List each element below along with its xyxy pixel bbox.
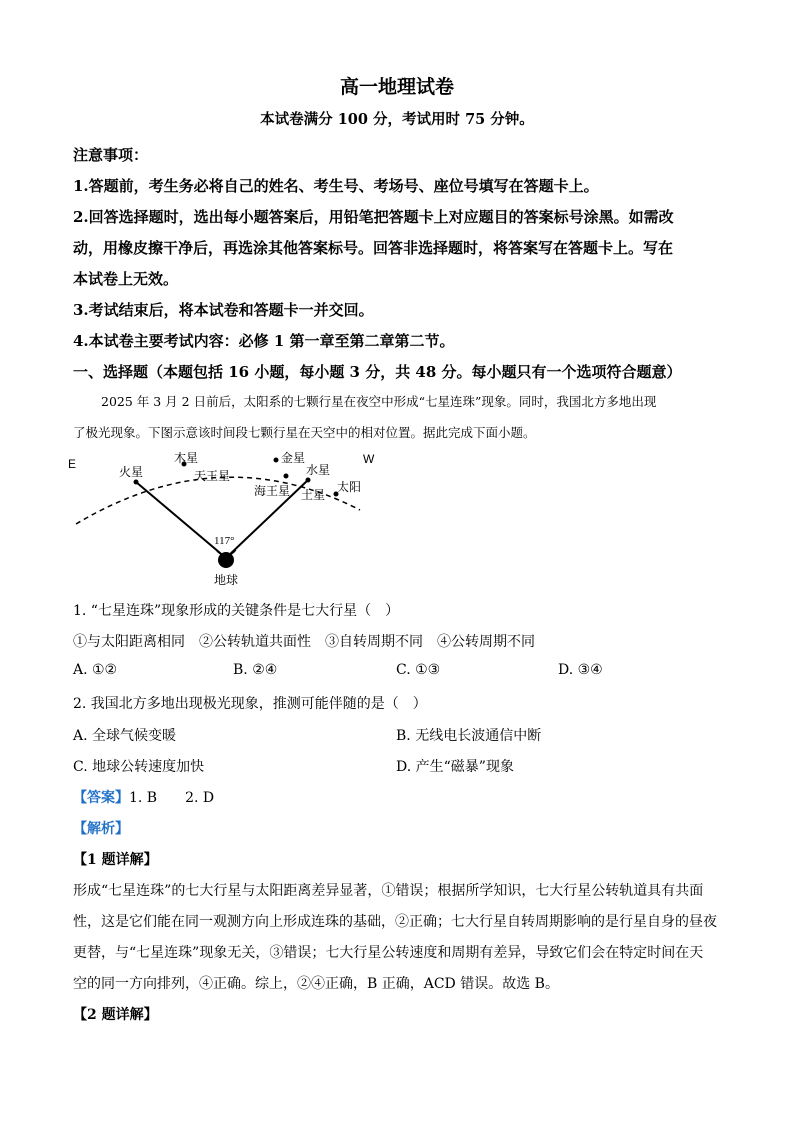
intro-line: 了极光现象。下图示意该时间段七颗行星在天空中的相对位置。据此完成下面小题。 (73, 425, 536, 440)
answer-tag: 【答案】 (73, 790, 129, 806)
page-title: 高一地理试卷 (339, 76, 454, 98)
uranus-label: 天王星 (194, 469, 231, 483)
notice-item: 4.本试卷主要考试内容：必修 1 第一章至第二章第二节。 (73, 332, 455, 350)
earth-marker (218, 552, 234, 568)
jupiter-label: 木星 (174, 451, 199, 465)
mercury-label: 水星 (306, 463, 331, 477)
notice-item: 3.考试结束后，将本试卷和答题卡一并交回。 (73, 301, 374, 319)
section-heading: 一、选择题（本题包括 16 小题，每小题 3 分，共 48 分。每小题只有一个选项符合题意） (73, 363, 682, 381)
notice-item: 动，用橡皮擦干净后，再选涂其他答案标号。回答非选择题时，将答案写在答题卡上。写在 (73, 239, 674, 257)
mercury-dot (306, 478, 311, 483)
detail2-tag: 【2 题详解】 (73, 1007, 158, 1023)
answer-text: 1. B 2. D (129, 790, 215, 806)
intro-line: 2025 年 3 月 2 日前后，太阳系的七颗行星在夜空中形成“七星连珠”现象。同时，我国北方多地出现 (101, 394, 657, 409)
notice-item: 2.回答选择题时，选出每小题答案后，用铅笔把答题卡上对应题目的答案标号涂黑。如需改 (73, 208, 674, 226)
q2-option-a: A. 全球气候变暖 (73, 728, 177, 744)
earth-label: 地球 (214, 573, 239, 587)
q1-statements: ①与太阳距离相同 ②公转轨道共面性 ③自转周期不同 ④公转周期不同 (73, 634, 535, 650)
notice-heading: 注意事项： (73, 146, 149, 164)
analysis-tag: 【解析】 (73, 821, 129, 837)
detail1-tag: 【1 题详解】 (73, 852, 158, 868)
notice-item: 本试卷上无效。 (73, 270, 179, 288)
neptune-dot (284, 474, 289, 479)
q1-option-c: C. ①③ (396, 662, 441, 678)
angle-label: 117° (214, 535, 235, 547)
neptune-label: 海王星 (254, 484, 291, 498)
q2-option-b: B. 无线电长波通信中断 (396, 728, 542, 744)
notice-item: 1.答题前，考生务必将自己的姓名、考生号、考场号、座位号填写在答题卡上。 (73, 177, 599, 195)
q2-stem: 2. 我国北方多地出现极光现象，推测可能伴随的是（ ） (73, 696, 427, 712)
mars-label: 火星 (119, 465, 144, 479)
q1-stem: 1. “七星连珠”现象形成的关键条件是七大行星（ ） (73, 603, 400, 619)
venus-dot (274, 458, 279, 463)
detail1-line: 性，这是它们能在同一观测方向上形成连珠的基础，②正确；七大行星自转周期影响的是行星自身的昼夜 (73, 914, 717, 930)
sun-label: 太阳 (337, 480, 362, 494)
detail1-line: 形成“七星连珠”的七大行星与太阳距离差异显著，①错误；根据所学知识，七大行星公转轨道具有共面 (73, 883, 704, 899)
planet-alignment-figure (60, 448, 380, 588)
q1-option-a: A. ①② (73, 662, 118, 678)
west-label: W (363, 452, 375, 466)
q1-option-b: B. ②④ (233, 662, 278, 678)
detail1-line: 空的同一方向排列，④正确。综上，②④正确，B 正确，ACD 错误。故选 B。 (73, 976, 559, 992)
page-subtitle: 本试卷满分 100 分，考试用时 75 分钟。 (260, 111, 534, 128)
venus-label: 金星 (281, 451, 306, 465)
mars-dot (134, 480, 139, 485)
saturn-label: 土星 (301, 488, 326, 502)
q2-option-d: D. 产生“磁暴”现象 (396, 759, 514, 775)
q2-option-c: C. 地球公转速度加快 (73, 759, 205, 775)
answer-line (73, 787, 214, 807)
detail1-line: 更替，与“七星连珠”现象无关，③错误；七大行星公转速度和周期有差异，导致它们会在特定时间在天 (73, 945, 704, 961)
sight-line-mars (136, 482, 226, 558)
east-label: E (68, 457, 77, 471)
q1-option-d: D. ③④ (558, 662, 603, 678)
